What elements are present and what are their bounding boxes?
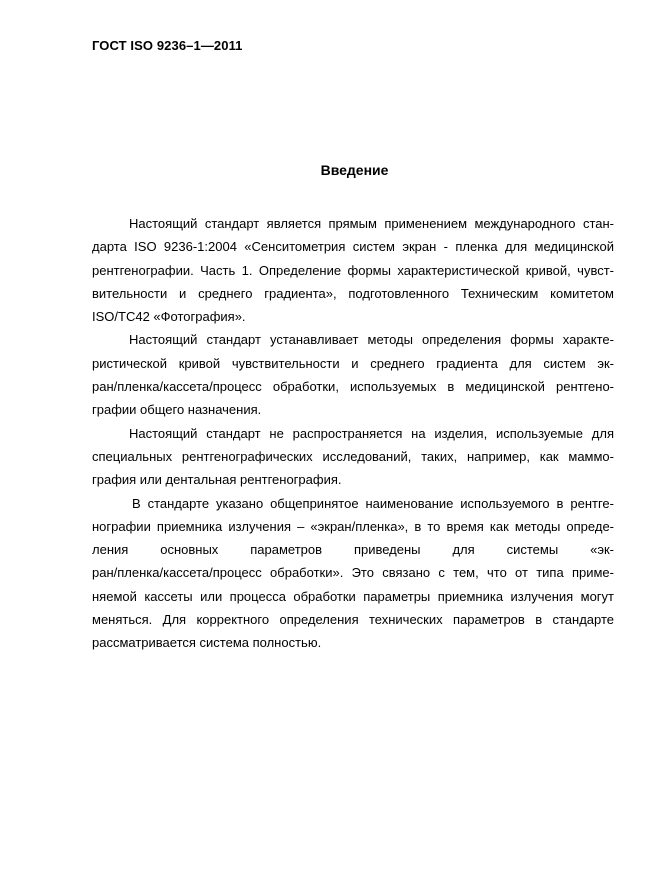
document-body (92, 212, 614, 655)
text-line: ления основных параметров приведены для системы «эк- (92, 542, 614, 558)
text-line: ристической кривой чувствительности и среднего градиента для систем эк- (92, 355, 614, 371)
text-line: графии общего назначения. (92, 402, 262, 418)
text-line: меняться. Для корректного определения технических параметров в стандарте (92, 612, 614, 628)
section-title: Введение (320, 162, 389, 178)
text-line: дарта ISO 9236-1:2004 «Сенситометрия систем экран - пленка для медицинской (92, 239, 614, 255)
text-line: Настоящий стандарт устанавливает методы определения формы характе- (129, 332, 614, 348)
text-line: вительности и среднего градиента», подготовленного Техническим комитетом (92, 285, 614, 301)
text-line: рентгенографии. Часть 1. Определение формы характеристической кривой, чувст- (92, 262, 614, 278)
text-line: графия или дентальная рентгенография. (92, 472, 342, 488)
text-line: ран/пленка/кассета/процесс обработки». Это связано с тем, что от типа приме- (92, 565, 614, 581)
text-line: ран/пленка/кассета/процесс обработки, используемых в медицинской рентгено- (92, 379, 614, 395)
text-line: нографии приемника излучения – «экран/пленка», в то время как методы опреде- (92, 518, 614, 534)
text-line: няемой кассеты или процесса обработки параметры приемника излучения могут (92, 588, 614, 604)
text-line: В стандарте указано общепринятое наименование используемого в рентге- (132, 495, 614, 511)
text-line: рассматривается система полностью. (92, 635, 322, 651)
text-line: специальных рентгенографических исследований, таких, например, как маммо- (92, 448, 614, 464)
paragraph (92, 328, 614, 421)
document-code: ГОСТ ISO 9236–1—2011 (92, 38, 243, 53)
text-line: Настоящий стандарт является прямым применением международного стан- (129, 216, 614, 231)
paragraph (92, 492, 614, 655)
text-line: ISO/TC42 «Фотография». (92, 309, 246, 325)
paragraph (92, 422, 614, 492)
paragraph (92, 212, 614, 328)
text-line: Настоящий стандарт не распространяется на изделия, используемые для (129, 425, 614, 441)
